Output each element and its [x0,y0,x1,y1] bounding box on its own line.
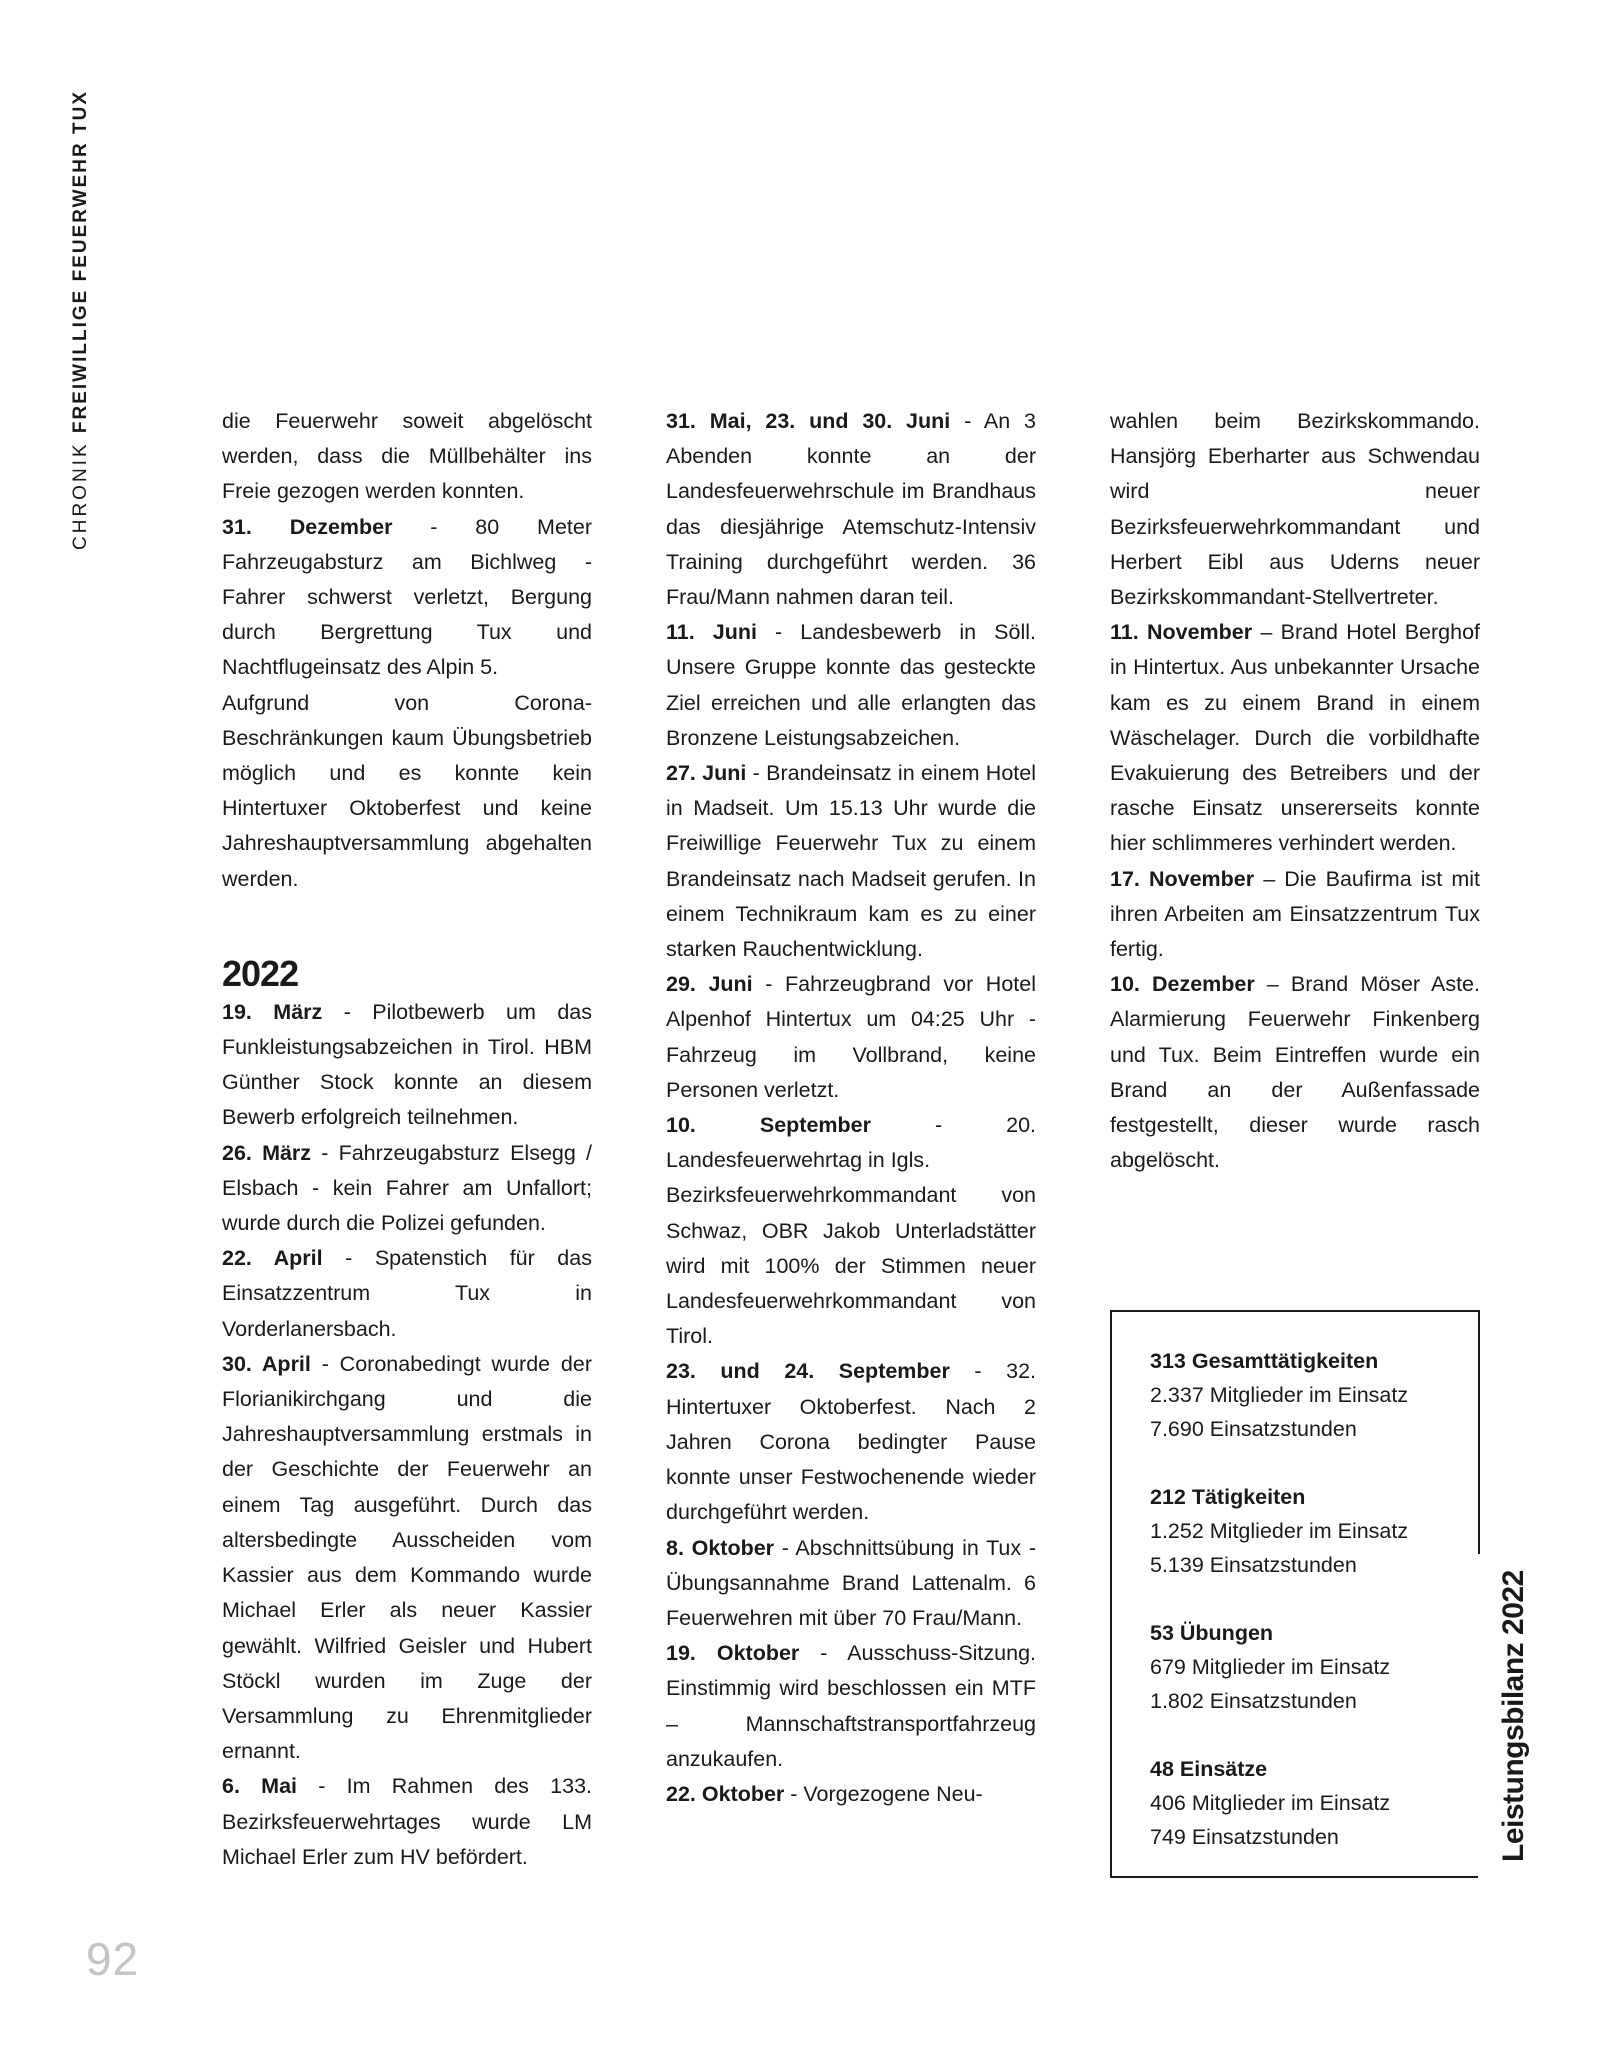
entry-text: – Brand Hotel Berghof in Hintertux. Aus unbekannter Ursache kam es zu einem Brand in einem Wäschelager. Durch die vorbildhafte Evakuierung des Betreibers und der rasche Einsatz unsererseits konnte hier schlimmeres verhindert werden. [1110,620,1481,856]
stats-list [1150,1344,1450,1888]
entry-19-maerz [222,995,592,1136]
entry-text: - Pilotbewerb um das Funkleistungsabzeichen in Tirol. HBM Günther Stock konnte an diesem Bewerb erfolgreich teilnehmen. [222,999,592,1130]
entry-date: 11. November [1110,620,1253,645]
stat-head: 313 Gesamttätigkeiten [1150,1349,1379,1373]
entry-22-april [222,1241,592,1347]
entry-text: - Abschnittsübung in Tux - Übungsannahme Brand Lattenalm. 6 Feuerwehren mit über 70 Frau/Mann. [666,1535,1036,1630]
entry-date: 31. Mai, 23. und 30. Juni [666,409,951,433]
stat-line: 2.337 Mitglieder im Einsatz [1150,1383,1409,1407]
entry-27-juni [666,756,1036,967]
entry-date: 23. und 24. September [666,1359,950,1384]
stat-group-einsaetze [1150,1752,1450,1854]
entry-19-oktober [666,1636,1036,1777]
entry-text: - Spatenstich für das Einsatzzentrum Tux in Vorderlanersbach. [222,1246,592,1341]
entry-date: 31. Dezember [222,514,393,539]
stat-line: 1.252 Mitglieder im Einsatz [1150,1519,1409,1543]
page-number: 92 [86,1933,140,1985]
entry-22-oktober [666,1777,1036,1812]
stat-line: 5.139 Einsatzstunden [1150,1553,1357,1577]
entry-text: - Im Rahmen des 133. Bezirksfeuerwehrtages wurde LM Michael Erler zum HV befördert. [222,1774,593,1869]
stat-group-gesamt [1150,1344,1450,1446]
entry-22-oktober-cont: wahlen beim Bezirkskommando. Hansjörg Eberharter aus Schwendau wird neuer Bezirksfeuerwehrkommandant und Herbert Eibl aus Uderns neuer Bezirkskommandant-Stellvertreter. [1110,409,1480,610]
entry-26-maerz [222,1136,592,1242]
entry-date: 11. Juni [666,620,757,645]
entry-text: - Vorgezogene Neu- [784,1781,983,1806]
stat-group-uebungen [1150,1616,1450,1718]
stat-head: 53 Übungen [1150,1621,1274,1645]
entry-31-dezember [222,510,592,686]
entry-date: 8. Oktober [666,1535,775,1560]
entry-text: - Coronabedingt wurde der Florianikirchgang und die Jahreshauptversammlung erstmals in der Geschichte der Feuerwehr an einem Tag ausgeführt. Durch das altersbedingte Ausscheiden vom Kassier aus dem Kommando wurde Michael Erler als neuer Kassier gewählt. Wilfried Geisler und Hubert Stöckl wurden im Zuge der Versammlung zu Ehrenmitglieder ernannt. [222,1351,592,1764]
entry-text: - 80 Meter Fahrzeugabsturz am Bichlweg - Fahrer schwerst verletzt, Bergung durch Bergrettung Tux und Nachtflugeinsatz des Alpin 5. [222,514,592,680]
entry-11-november [1110,615,1480,861]
entry-text: - Brandeinsatz in einem Hotel in Madseit. Um 15.13 Uhr wurde die Freiwillige Feuerwehr Tux zu einem Brandeinsatz nach Madseit gerufen. In einem Technikraum kam es zu einer starken Rauchentwicklung. [666,761,1036,962]
entry-date: 26. März [222,1140,312,1165]
stat-head: 48 Einsätze [1150,1757,1268,1781]
entry-date: 27. Juni [666,761,747,786]
stat-group-taetigkeiten [1150,1480,1450,1582]
paragraph-intro: die Feuerwehr soweit abgelöscht werden, dass die Müllbehälter ins Freie gezogen werden konnten. [222,409,592,504]
stat-line: 749 Einsatzstunden [1150,1825,1339,1849]
entry-10-dezember [1110,967,1480,1178]
entry-6-mai [222,1769,592,1875]
entry-text: - Ausschuss-Sitzung. Einstimmig wird beschlossen ein MTF – Mannschaftstransportfahrzeug anzukaufen. [666,1641,1037,1771]
entry-29-juni [666,967,1036,1108]
entry-text: – Die Baufirma ist mit ihren Arbeiten am Einsatzzentrum Tux fertig. [1110,866,1481,962]
entry-text: - Landesbewerb in Söll. Unsere Gruppe konnte das gesteckte Ziel erreichen und alle erlangten das Bronzene Leistungsabzeichen. [666,620,1036,750]
entry-date: 10. Dezember [1110,972,1255,997]
entry-atemschutz [666,404,1036,615]
stat-line: 679 Mitglieder im Einsatz [1150,1655,1391,1679]
running-header-main: FREIWILLIGE FEUERWEHR TUX [70,90,91,434]
column-3 [1110,404,1480,1178]
stats-box-edge [1478,1310,1480,1554]
entry-23-24-september [666,1354,1036,1530]
entry-8-oktober [666,1531,1036,1637]
stat-line: 1.802 Einsatzstunden [1150,1689,1357,1713]
column-2 [666,404,1036,1812]
entry-text: - 20. Landesfeuerwehrtag in Igls. [666,1113,1037,1173]
stats-title: Leistungsbilanz 2022 [1497,1570,1530,1862]
stats-box [1110,1310,1478,1878]
entry-date: 22. April [222,1246,323,1271]
entry-date: 6. Mai [222,1774,298,1799]
entry-30-april [222,1347,592,1769]
entry-date: 22. Oktober [666,1781,785,1806]
running-header [70,90,92,550]
entry-date: 17. November [1110,866,1255,891]
paragraph-corona: Aufgrund von Corona-Beschränkungen kaum Übungsbetrieb möglich und es konnte kein Hintertuxer Oktoberfest und keine Jahreshauptversammlung abgehalten werden. [222,690,592,891]
running-header-prefix: CHRONIK [70,433,91,550]
year-heading: 2022 [222,952,299,994]
entry-date: 29. Juni [666,972,753,997]
entry-17-november [1110,862,1480,968]
entry-text: - An 3 Abenden konnte an der Landesfeuerwehrschule im Brandhaus das diesjährige Atemschutz-Intensiv Training durchgeführt werden. 36 Frau/Mann nahmen daran teil. [666,409,1036,610]
entry-date: 30. April [222,1351,311,1376]
entry-10-september [666,1108,1036,1178]
entry-10-september-cont: Bezirksfeuerwehrkommandant von Schwaz, OBR Jakob Unterladstätter wird mit 100% der Stimmen neuer Landesfeuerwehrkommandant von Tirol. [666,1183,1036,1349]
entry-date: 10. September [666,1113,871,1138]
entry-11-juni [666,615,1036,756]
entry-date: 19. Oktober [666,1641,800,1666]
entry-text: – Brand Möser Aste. Alarmierung Feuerwehr Finkenberg und Tux. Beim Eintreffen wurde ein Brand an der Außenfassade festgestellt, dieser wurde rasch abgelöscht. [1110,972,1480,1173]
stat-head: 212 Tätigkeiten [1150,1485,1306,1509]
entry-text: - 32. Hintertuxer Oktoberfest. Nach 2 Jahren Corona bedingter Pause konnte unser Festwochenende wieder durchgeführt werden. [666,1359,1036,1525]
stat-line: 7.690 Einsatzstunden [1150,1417,1357,1441]
stat-line: 406 Mitglieder im Einsatz [1150,1791,1391,1815]
column-1 [222,404,592,1875]
entry-text: - Fahrzeugabsturz Elsegg / Elsbach - kein Fahrer am Unfallort; wurde durch die Polizei gefunden. [222,1140,592,1236]
entry-date: 19. März [222,999,323,1024]
entry-text: - Fahrzeugbrand vor Hotel Alpenhof Hintertux um 04:25 Uhr - Fahrzeug im Vollbrand, keine Personen verletzt. [666,972,1037,1102]
